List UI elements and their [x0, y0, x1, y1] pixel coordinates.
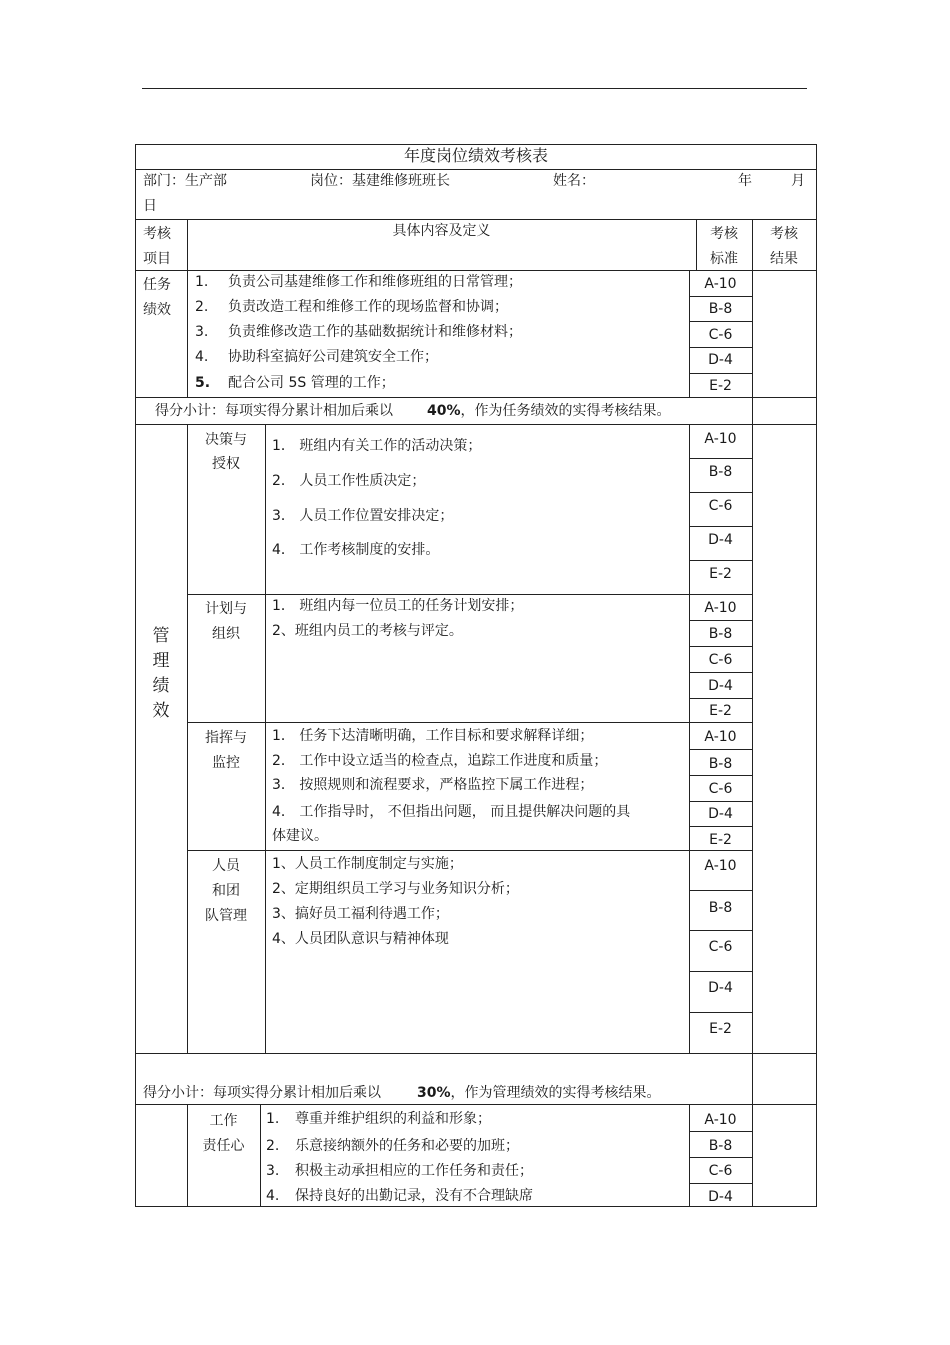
task-label: 任务 绩效 — [143, 277, 171, 318]
grade-c: C-6 — [708, 1163, 733, 1179]
list-item: 4. — [266, 1188, 280, 1204]
section-team: 人员 和团 队管理 — [205, 858, 247, 924]
list-item: 3． 人员工作位置安排决定； — [272, 508, 454, 524]
grade-d: D-4 — [708, 352, 733, 368]
list-item: 2、定期组织员工学习与业务知识分析； — [272, 881, 519, 897]
grade-b: B-8 — [708, 626, 733, 642]
grade-d: D-4 — [708, 532, 733, 548]
grade-d: D-4 — [708, 806, 733, 822]
list-item: 2． 人员工作性质决定； — [272, 473, 426, 489]
grade-a: A-10 — [704, 600, 737, 616]
list-item: 2、班组内员工的考核与评定。 — [272, 623, 463, 639]
form-title: 年度岗位绩效考核表 — [403, 146, 548, 165]
list-item: 体建议。 — [272, 828, 328, 844]
grade-a: A-10 — [704, 1112, 737, 1128]
grade-b: B-8 — [708, 464, 733, 480]
grade-c: C-6 — [708, 939, 733, 955]
list-item: 1. — [195, 274, 209, 290]
list-item-text: 负责公司基建维修工作和维修班组的日常管理； — [228, 274, 522, 290]
grade-b: B-8 — [708, 756, 733, 772]
day-label: 日 — [143, 198, 157, 214]
grade-a: A-10 — [704, 729, 737, 745]
list-item: 2. — [266, 1138, 280, 1154]
list-item: 2． 工作中设立适当的检查点，追踪工作进度和质量； — [272, 753, 608, 769]
list-item: 3. — [195, 324, 209, 340]
col-content-header: 具体内容及定义 — [392, 223, 491, 239]
col-item-header: 考核 项目 — [143, 226, 171, 267]
list-item-text: 负责改造工程和维修工作的现场监督和协调； — [228, 299, 508, 315]
section-responsibility: 工作 责任心 — [202, 1113, 245, 1154]
grade-e: E-2 — [709, 832, 732, 848]
list-item: 3． 按照规则和流程要求，严格监控下属工作进程； — [272, 777, 594, 793]
section-decision: 决策与 授权 — [205, 432, 247, 472]
management-label: 管 理 绩 效 — [152, 626, 170, 721]
list-item-text: 协助科室搞好公司建筑安全工作； — [228, 349, 438, 365]
list-item: 3、搞好员工福利待遇工作； — [272, 906, 449, 922]
grade-a: A-10 — [704, 276, 737, 292]
task-subtotal: 得分小计：每项实得分累计相加后乘以 40%，作为任务绩效的实得考核结果。 — [155, 403, 671, 419]
list-item: 1． 任务下达清晰明确，工作目标和要求解释详细； — [272, 728, 594, 744]
list-item-text: 乐意接纳额外的任务和必要的加班； — [295, 1138, 519, 1154]
col-result-header: 考核 结果 — [770, 226, 798, 267]
list-item: 4. — [195, 349, 209, 365]
grade-e: E-2 — [709, 703, 732, 719]
month-label: 月 — [791, 173, 805, 189]
section-planning: 计划与 组织 — [205, 601, 247, 642]
grade-b: B-8 — [708, 900, 733, 916]
grade-d: D-4 — [708, 678, 733, 694]
name-field: 姓名： — [553, 173, 595, 189]
list-item: 1、人员工作制度制定与实施； — [272, 856, 463, 872]
grade-c: C-6 — [708, 652, 733, 668]
list-item: 4． 工作考核制度的安排。 — [272, 542, 440, 558]
grade-d: D-4 — [708, 980, 733, 996]
section-command: 指挥与 监控 — [205, 730, 247, 771]
grade-c: C-6 — [708, 498, 733, 514]
grade-c: C-6 — [708, 781, 733, 797]
list-item-text: 负责维修改造工作的基础数据统计和维修材料； — [228, 324, 522, 340]
year-label: 年 — [738, 173, 752, 189]
col-standard-header: 考核 标准 — [710, 226, 738, 267]
grade-d: D-4 — [708, 1189, 733, 1205]
list-item: 1. — [266, 1111, 280, 1127]
position-field: 岗位：基建维修班班长 — [310, 173, 450, 189]
grade-b: B-8 — [708, 1138, 733, 1154]
grade-e: E-2 — [709, 378, 732, 394]
list-item: 5. — [195, 375, 211, 391]
list-item: 4． 工作指导时， 不但指出问题， 而且提供解决问题的具 — [272, 804, 631, 820]
list-item-text: 积极主动承担相应的工作任务和责任； — [295, 1163, 533, 1179]
list-item: 1． 班组内有关工作的活动决策； — [272, 438, 482, 454]
grade-e: E-2 — [709, 1021, 732, 1037]
grade-c: C-6 — [708, 327, 733, 343]
list-item: 1． 班组内每一位员工的任务计划安排； — [272, 598, 524, 614]
grade-b: B-8 — [708, 301, 733, 317]
department-field: 部门：生产部 — [143, 173, 227, 189]
top-rule — [142, 88, 807, 89]
grade-e: E-2 — [709, 566, 732, 582]
grade-a: A-10 — [704, 858, 737, 874]
list-item-text: 配合公司 5S 管理的工作； — [228, 375, 395, 391]
list-item-text: 保持良好的出勤记录，没有不合理缺席 — [295, 1188, 533, 1204]
grade-a: A-10 — [704, 431, 737, 447]
list-item-text: 尊重并维护组织的利益和形象； — [295, 1111, 491, 1127]
list-item: 2. — [195, 299, 209, 315]
list-item: 4、人员团队意识与精神体现 — [272, 931, 449, 947]
list-item: 3. — [266, 1163, 280, 1179]
management-subtotal: 得分小计：每项实得分累计相加后乘以 30%，作为管理绩效的实得考核结果。 — [143, 1085, 661, 1101]
